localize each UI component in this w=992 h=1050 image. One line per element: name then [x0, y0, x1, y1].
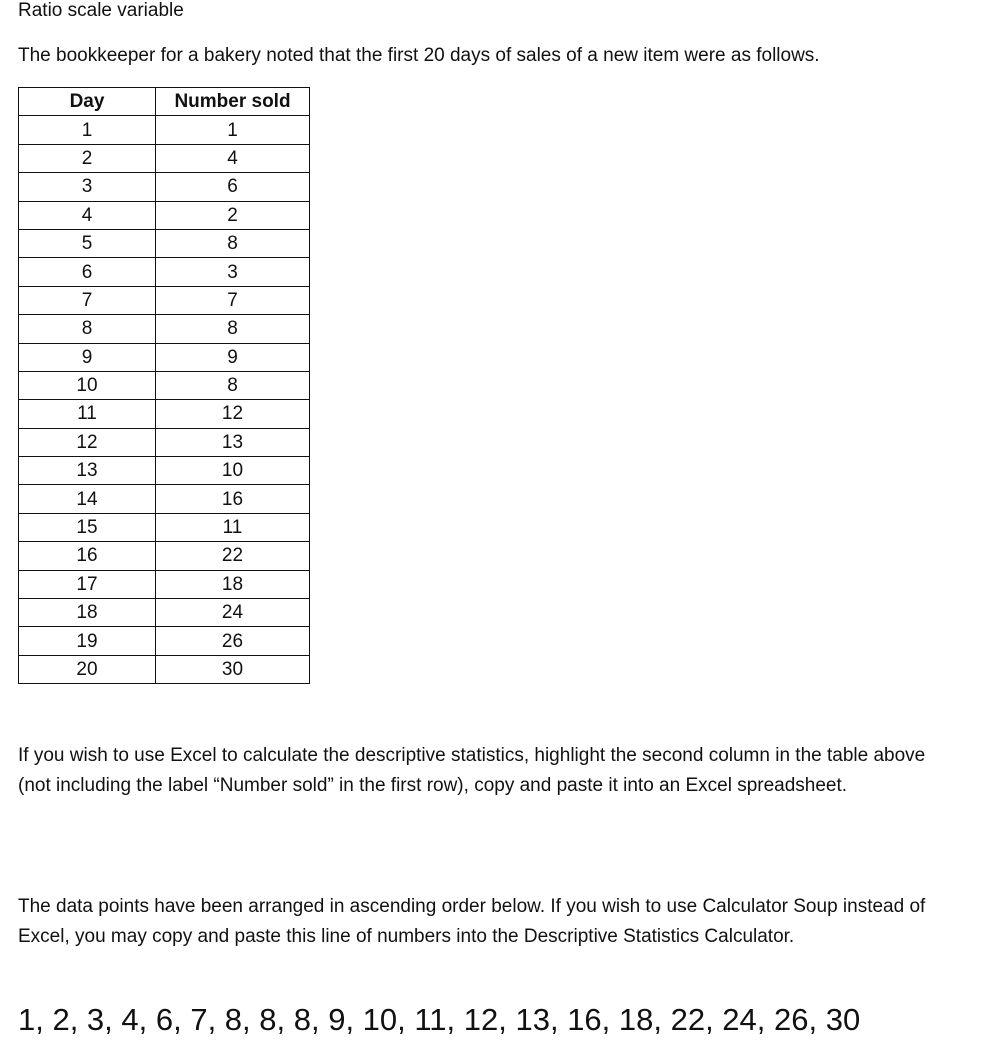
day-cell: 20 [19, 655, 156, 683]
table-row [19, 627, 310, 655]
number-sold-cell: 16 [156, 485, 310, 513]
day-cell: 17 [19, 570, 156, 598]
number-sold-cell: 3 [156, 258, 310, 286]
day-cell: 3 [19, 173, 156, 201]
table-row [19, 457, 310, 485]
day-cell: 12 [19, 428, 156, 456]
day-cell: 9 [19, 343, 156, 371]
table-row [19, 173, 310, 201]
number-sold-cell: 2 [156, 201, 310, 229]
table-row [19, 570, 310, 598]
table-header-row [19, 88, 310, 116]
number-sold-cell: 8 [156, 371, 310, 399]
day-cell: 10 [19, 371, 156, 399]
day-cell: 18 [19, 599, 156, 627]
sorted-values-line[interactable]: 1, 2, 3, 4, 6, 7, 8, 8, 8, 9, 10, 11, 12, 13, 16, 18, 22, 24, 26, 30 [18, 1002, 861, 1037]
day-cell: 4 [19, 201, 156, 229]
table-row [19, 428, 310, 456]
intro-paragraph: The bookkeeper for a bakery noted that the first 20 days of sales of a new item were as follows. [18, 45, 820, 66]
table-row [19, 343, 310, 371]
table-row [19, 144, 310, 172]
day-cell: 19 [19, 627, 156, 655]
day-cell: 1 [19, 116, 156, 144]
number-sold-cell: 1 [156, 116, 310, 144]
header-number-sold: Number sold [156, 88, 310, 116]
number-sold-cell: 30 [156, 655, 310, 683]
table-body [19, 116, 310, 684]
day-cell: 11 [19, 400, 156, 428]
table-row [19, 229, 310, 257]
table-row [19, 599, 310, 627]
day-cell: 13 [19, 457, 156, 485]
document-title: Ratio scale variable [18, 0, 184, 21]
table-row [19, 371, 310, 399]
number-sold-cell: 6 [156, 173, 310, 201]
excel-instructions: If you wish to use Excel to calculate the descriptive statistics, highlight the second column in the table above (not including the label “Number sold” in the first row), copy and paste it into an Excel spreadsheet. [18, 745, 926, 796]
table-row [19, 286, 310, 314]
number-sold-cell: 8 [156, 229, 310, 257]
header-day: Day [19, 88, 156, 116]
table-row [19, 201, 310, 229]
number-sold-cell: 13 [156, 428, 310, 456]
day-cell: 16 [19, 542, 156, 570]
day-cell: 2 [19, 144, 156, 172]
day-cell: 15 [19, 513, 156, 541]
table-row [19, 513, 310, 541]
sales-table [18, 87, 310, 684]
table-row [19, 258, 310, 286]
table-row [19, 400, 310, 428]
day-cell: 7 [19, 286, 156, 314]
day-cell: 6 [19, 258, 156, 286]
table-row [19, 116, 310, 144]
number-sold-cell: 22 [156, 542, 310, 570]
number-sold-cell: 18 [156, 570, 310, 598]
day-cell: 8 [19, 315, 156, 343]
calculator-instructions: The data points have been arranged in ascending order below. If you wish to use Calculator Soup instead of Excel, you may copy and paste this line of numbers into the Descriptive Statistics Calculator. [18, 896, 926, 947]
number-sold-cell: 4 [156, 144, 310, 172]
number-sold-cell: 10 [156, 457, 310, 485]
table-row [19, 542, 310, 570]
number-sold-cell: 24 [156, 599, 310, 627]
table-row [19, 315, 310, 343]
number-sold-cell: 8 [156, 315, 310, 343]
table-row [19, 655, 310, 683]
day-cell: 5 [19, 229, 156, 257]
number-sold-cell: 7 [156, 286, 310, 314]
number-sold-cell: 26 [156, 627, 310, 655]
number-sold-cell: 12 [156, 400, 310, 428]
day-cell: 14 [19, 485, 156, 513]
number-sold-cell: 11 [156, 513, 310, 541]
table-row [19, 485, 310, 513]
number-sold-cell: 9 [156, 343, 310, 371]
